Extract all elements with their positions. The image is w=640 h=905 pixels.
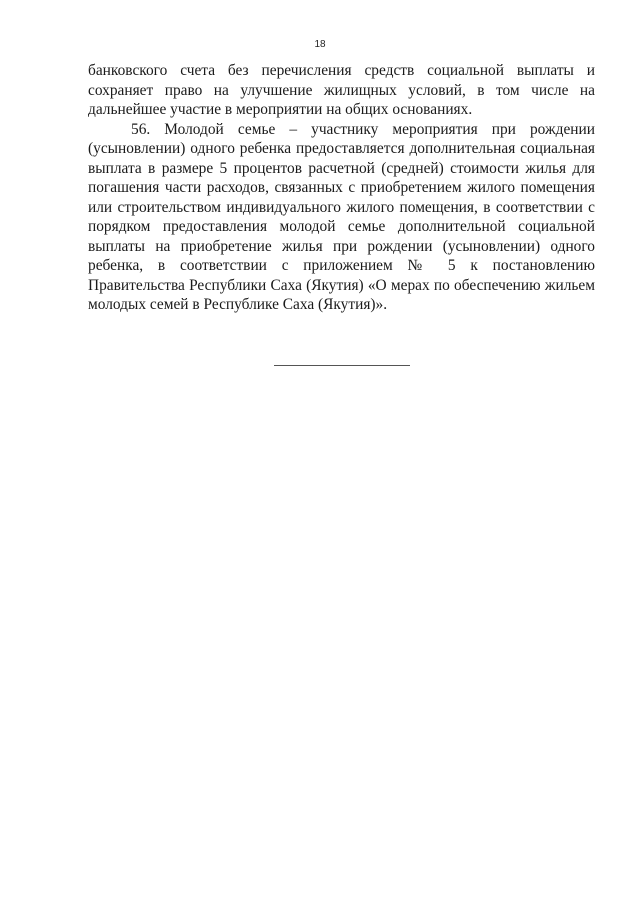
paragraph-56: 56. Молодой семье – участнику мероприятия при рождении (усыновлении) одного ребенка предоставляется дополнительная социальная выплата в размере 5 процентов расчетной (средней) стоимости жилья для погашения части расходов, связанных с приобретением жилого помещения или строительством индивидуального жилого помещения, в соответствии с порядком предоставления молодой семье дополнительной социальной выплаты на приобретение жилья при рождении (усыновлении) одного ребенка, в соответствии с приложением № 5 к постановлению Правительства Республики Саха (Якутия) «О мерах по обеспечению жильем молодых семей в Республике Саха (Якутия)». — [88, 120, 595, 313]
end-of-text-rule — [274, 365, 410, 366]
document-body — [88, 61, 595, 315]
paragraph-continuation: банковского счета без перечисления средств социальной выплаты и сохраняет право на улучшение жилищных условий, в том числе на дальнейшее участие в мероприятии на общих основаниях. — [88, 62, 595, 118]
page-number: 18 — [314, 39, 326, 50]
